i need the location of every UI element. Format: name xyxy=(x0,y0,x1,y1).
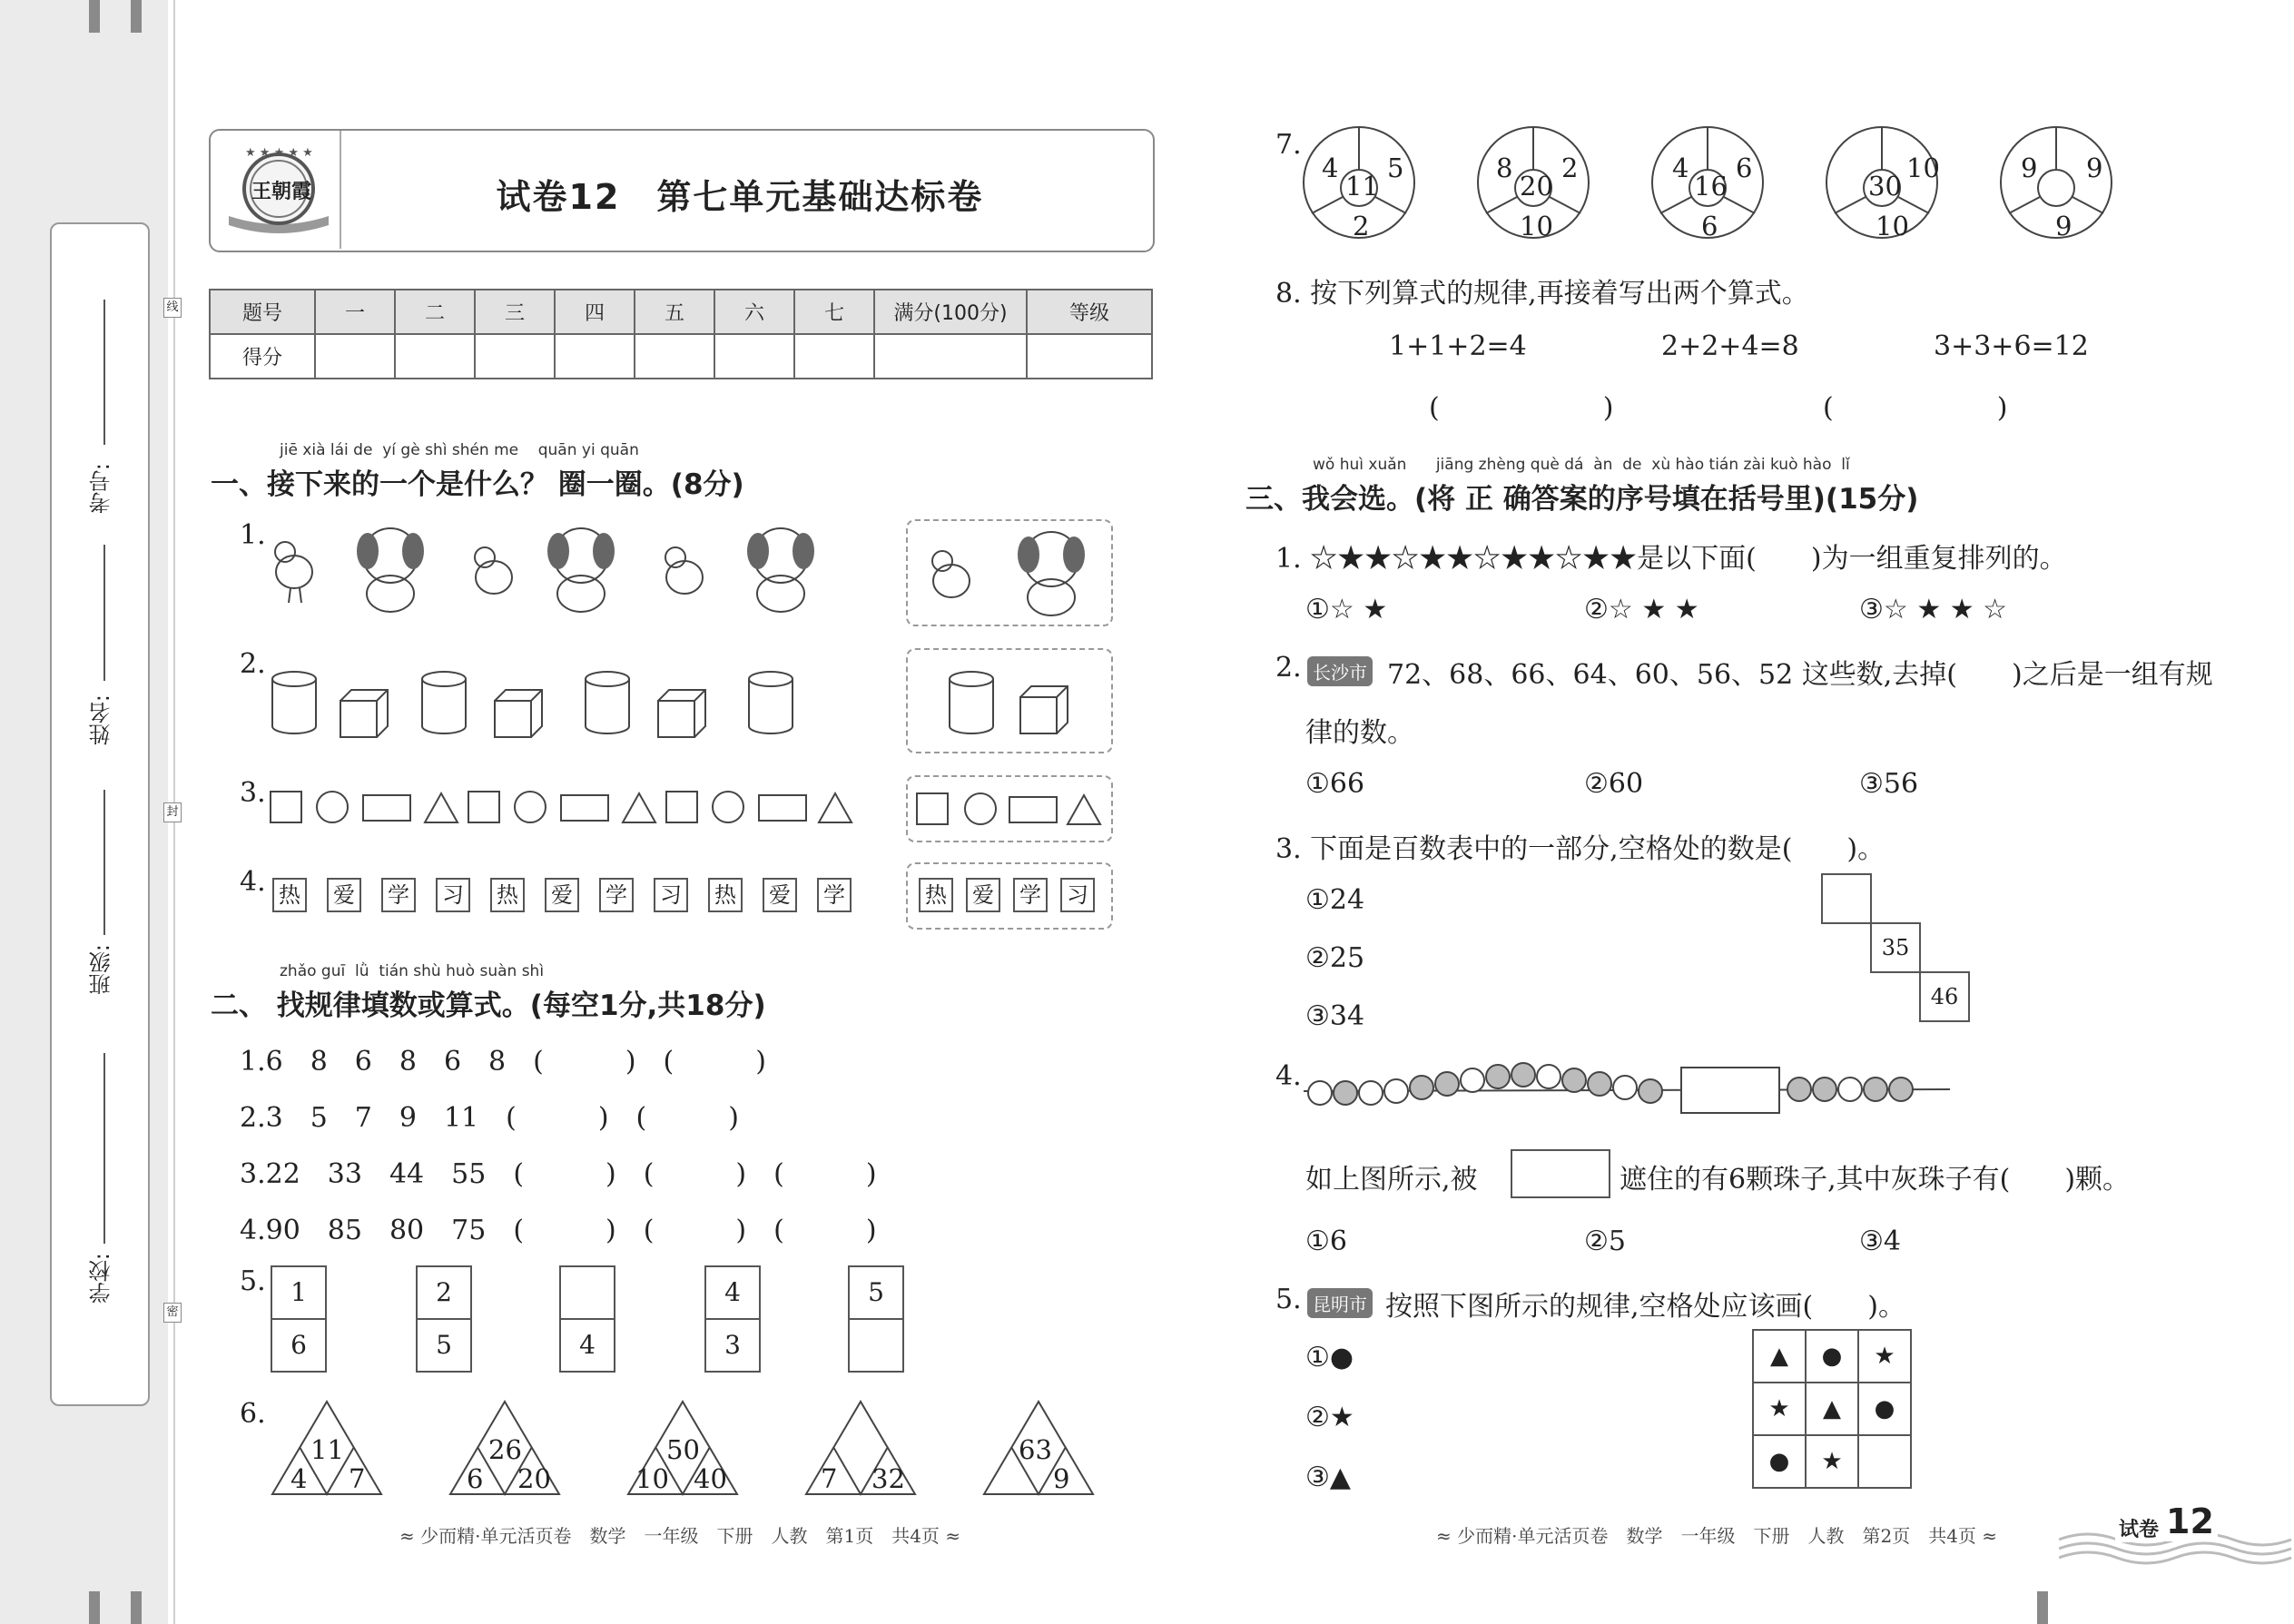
triangle-icon xyxy=(623,793,655,822)
circle-left: 4 xyxy=(1672,153,1689,183)
circle-bottom: 10 xyxy=(1520,211,1553,241)
section-title: 三、我会选。(将 正 确答案的序号填在括号里)(15分) xyxy=(1245,483,1919,516)
question-number: 3. xyxy=(240,777,266,809)
bead-icon xyxy=(1864,1078,1887,1101)
square-icon xyxy=(468,792,499,822)
table-header-cell: 六 xyxy=(714,290,794,334)
score-cell[interactable] xyxy=(714,334,794,379)
cylinder-icon xyxy=(422,672,466,733)
answer-choices-box[interactable] xyxy=(906,519,1113,626)
chick-icon xyxy=(665,547,703,594)
bead-icon xyxy=(1410,1076,1433,1099)
option[interactable]: ③56 xyxy=(1859,768,1919,800)
circle-icon xyxy=(515,792,546,822)
number-box[interactable]: 5 xyxy=(848,1265,904,1320)
puppy-icon xyxy=(747,528,814,612)
puppy-icon xyxy=(357,528,424,612)
grid-cell: ▲ xyxy=(1752,1329,1807,1383)
option[interactable]: ③☆ ★ ★ ☆ xyxy=(1859,594,2008,625)
question-3[interactable]: 3.22 33 44 55 ( ) ( ) ( ) xyxy=(240,1158,877,1190)
circle-left: 8 xyxy=(1496,153,1513,183)
circle-right: 2 xyxy=(1561,153,1579,183)
circle-center: 16 xyxy=(1694,171,1728,202)
puppy-icon xyxy=(1018,532,1085,615)
triangle-right: 20 xyxy=(517,1463,551,1494)
question-1: 1. ☆★★☆★★☆★★☆★★是以下面( )为一组重复排列的。 xyxy=(1275,543,2067,575)
question-5: 按照下图所示的规律,空格处应该画( )。 xyxy=(1385,1291,1905,1323)
triangle-right: 9 xyxy=(1053,1463,1070,1494)
cube-icon xyxy=(495,690,542,737)
rectangle-icon xyxy=(1009,797,1057,822)
paper-number: 12 xyxy=(2162,1501,2218,1541)
score-cell[interactable] xyxy=(555,334,635,379)
answer-blank[interactable]: ( ) xyxy=(1429,392,1614,424)
cut-mark: 封 xyxy=(163,802,182,822)
number-box[interactable] xyxy=(848,1318,904,1373)
grid-cell: ▲ xyxy=(1805,1382,1859,1436)
circle-icon xyxy=(713,792,743,822)
option[interactable]: ②5 xyxy=(1584,1225,1626,1257)
bead-icon xyxy=(1787,1078,1811,1101)
score-cell[interactable] xyxy=(874,334,1027,379)
bead-icon xyxy=(1838,1078,1862,1101)
circle-center: 11 xyxy=(1345,171,1379,202)
table-header-cell: 等级 xyxy=(1027,290,1152,334)
triangle-right: 32 xyxy=(871,1463,905,1494)
chick-puppy-choices xyxy=(908,521,1111,625)
blank-cell[interactable] xyxy=(1857,1434,1912,1489)
question-8: 8. 按下列算式的规律,再接着写出两个算式。 xyxy=(1275,278,1809,310)
question-number: 4. xyxy=(1275,1060,1302,1092)
char-box: 爱 xyxy=(545,878,579,912)
name-label: 姓名: xyxy=(89,694,114,746)
rectangle-icon xyxy=(363,795,410,821)
char-box: 爱 xyxy=(763,878,797,912)
circle-right: 9 xyxy=(2086,153,2103,183)
bead-icon xyxy=(1511,1063,1535,1087)
circle-bottom: 2 xyxy=(1353,211,1370,241)
answer-blank[interactable]: ( ) xyxy=(1823,392,2008,424)
question-2[interactable]: 2.3 5 7 9 11 ( ) ( ) xyxy=(240,1102,739,1134)
circle-bottom: 6 xyxy=(1701,211,1718,241)
question-number: 6. xyxy=(240,1398,266,1430)
bead-string xyxy=(1304,1053,1957,1117)
score-cell[interactable] xyxy=(315,334,395,379)
bead-icon xyxy=(1813,1078,1836,1101)
cover-box xyxy=(1511,1149,1610,1198)
circle-right: 6 xyxy=(1736,153,1753,183)
section-title: 一、接下来的一个是什么？ 圈一圈。(8分) xyxy=(211,468,744,501)
triangle-left: 10 xyxy=(635,1463,669,1494)
cylinder-icon xyxy=(749,672,793,733)
triangle-left: 7 xyxy=(821,1463,838,1494)
grid-cell: ★ xyxy=(1805,1434,1859,1489)
equation: 3+3+6=12 xyxy=(1934,330,2089,362)
score-cell[interactable] xyxy=(475,334,555,379)
square-icon xyxy=(271,792,301,822)
id-field[interactable] xyxy=(103,300,105,445)
table-header-cell: 一 xyxy=(315,290,395,334)
table-header-cell: 二 xyxy=(395,290,475,334)
number-box[interactable]: 6 xyxy=(271,1318,327,1373)
option[interactable]: ②☆ ★ ★ xyxy=(1584,594,1699,625)
char-box: 热 xyxy=(919,878,953,912)
option[interactable]: ①☆ ★ xyxy=(1305,594,1388,625)
triangle-top: 50 xyxy=(666,1434,700,1465)
option[interactable]: ③▲ xyxy=(1305,1462,1351,1493)
id-label: 考号: xyxy=(89,463,114,515)
question-4: 如上图所示,被 xyxy=(1305,1164,1478,1196)
cover-box xyxy=(1681,1068,1779,1113)
logo-text: 王朝霞 xyxy=(251,180,312,203)
circle-left: 4 xyxy=(1322,153,1339,183)
question-number: 2. xyxy=(1275,652,1302,684)
cut-mark: 密 xyxy=(163,1303,182,1323)
bead-icon xyxy=(1889,1078,1913,1101)
bead-icon xyxy=(1461,1068,1484,1092)
char-box: 习 xyxy=(654,878,688,912)
pinyin: zhǎo guī lǜ tián shù huò suàn shì xyxy=(280,962,545,980)
square-icon xyxy=(917,793,948,824)
bead-icon xyxy=(1486,1065,1510,1088)
score-cell[interactable] xyxy=(794,334,874,379)
name-field[interactable] xyxy=(103,545,105,681)
grid-cell: ★ xyxy=(1857,1329,1912,1383)
bead-icon xyxy=(1537,1065,1561,1088)
number-box[interactable]: 4 xyxy=(559,1318,615,1373)
binding-tick xyxy=(89,0,100,33)
number-cell: 46 xyxy=(1919,971,1970,1022)
binding-tick xyxy=(131,1591,142,1624)
table-header-cell: 五 xyxy=(635,290,714,334)
char-box: 学 xyxy=(817,878,852,912)
question-number: 5. xyxy=(1275,1284,1302,1315)
table-header-cell: 四 xyxy=(555,290,635,334)
region-tag: 长沙市 xyxy=(1307,656,1373,686)
question-number: 1. xyxy=(240,519,266,551)
puppy-icon xyxy=(547,528,615,612)
question-4[interactable]: 4.90 85 80 75 ( ) ( ) ( ) xyxy=(240,1215,877,1246)
option[interactable]: ③34 xyxy=(1305,1000,1365,1032)
school-label: 学校: xyxy=(89,1253,114,1304)
question-number: 5. xyxy=(240,1265,266,1297)
number-box[interactable]: 1 xyxy=(271,1265,327,1320)
triangle-icon xyxy=(1068,795,1100,824)
question-number: 7. xyxy=(1275,129,1302,161)
bead-icon xyxy=(1613,1076,1637,1099)
svg-text:★ ★ ★ ★ ★: ★ ★ ★ ★ ★ xyxy=(245,146,313,160)
question-1[interactable]: 1.6 8 6 8 6 8 ( ) ( ) xyxy=(240,1046,766,1078)
question-3: 3. 下面是百数表中的一部分,空格处的数是( )。 xyxy=(1275,833,1885,865)
table-row-label: 得分 xyxy=(210,334,315,379)
option[interactable]: ③4 xyxy=(1859,1225,1901,1257)
table-header-cell: 满分(100分) xyxy=(874,290,1027,334)
binding-tick xyxy=(89,1591,100,1624)
char-box: 习 xyxy=(436,878,470,912)
option[interactable]: ①24 xyxy=(1305,884,1365,916)
triangle-icon xyxy=(425,793,458,822)
triangle-left: 6 xyxy=(467,1463,484,1494)
square-icon xyxy=(666,792,697,822)
char-box: 热 xyxy=(490,878,525,912)
option[interactable]: ②25 xyxy=(1305,942,1365,974)
bead-icon xyxy=(1562,1068,1586,1092)
page-title: 试卷12 第七单元基础达标卷 xyxy=(496,177,984,217)
cylinder-icon xyxy=(272,672,316,733)
cylinder-icon xyxy=(586,672,629,733)
cylinder-icon xyxy=(950,672,993,733)
char-box: 爱 xyxy=(327,878,361,912)
question-number: 4. xyxy=(240,866,266,898)
circle-bottom: 9 xyxy=(2055,211,2072,241)
option[interactable]: ②60 xyxy=(1584,768,1644,800)
chick-icon xyxy=(275,542,312,603)
footer-left: ≈ 少而精·单元活页卷 数学 一年级 下册 人教 第1页 共4页 ≈ xyxy=(399,1525,961,1547)
bead-icon xyxy=(1308,1081,1332,1105)
cube-icon xyxy=(1020,686,1068,733)
pinyin: wǒ huì xuǎn jiāng zhèng què dá àn de xù hào tián zài kuò hào lǐ xyxy=(1313,456,1850,474)
circle-center: 30 xyxy=(1868,171,1902,202)
region-tag: 昆明市 xyxy=(1307,1288,1373,1318)
circle-icon xyxy=(317,792,348,822)
cylinder-cube-sequence xyxy=(263,663,826,744)
circle-left: 9 xyxy=(2021,153,2038,183)
chick-icon xyxy=(475,547,512,594)
cylinder-cube-choices xyxy=(908,650,1111,752)
logo xyxy=(227,143,330,234)
triangle-top: 11 xyxy=(310,1434,344,1465)
table-header-cell: 七 xyxy=(794,290,874,334)
char-box: 热 xyxy=(272,878,307,912)
circle-right: 5 xyxy=(1387,153,1404,183)
binding-tick xyxy=(131,0,142,33)
circle-right: 10 xyxy=(1906,153,1940,183)
grid-cell: ● xyxy=(1805,1329,1859,1383)
blank-cell[interactable] xyxy=(1821,873,1872,924)
grid-cell: ★ xyxy=(1752,1382,1807,1436)
question-4-cont: 遮住的有6颗珠子,其中灰珠子有( )颗。 xyxy=(1620,1164,2131,1196)
pinyin: jiē xià lái de yí gè shì shén me quān yi quān xyxy=(280,441,639,459)
number-cell: 35 xyxy=(1870,922,1921,973)
triangle-top: 63 xyxy=(1019,1434,1052,1465)
cut-mark: 线 xyxy=(163,298,182,318)
circle-icon xyxy=(965,793,996,824)
triangle-right: 40 xyxy=(694,1463,727,1494)
bead-icon xyxy=(1359,1081,1383,1105)
bead-icon xyxy=(1639,1079,1662,1103)
score-cell[interactable] xyxy=(395,334,475,379)
question-2: 72、68、66、64、60、56、52 这些数,去掉( )之后是一组有规 xyxy=(1387,659,2213,691)
char-box: 学 xyxy=(381,878,416,912)
rectangle-icon xyxy=(759,795,806,821)
question-number: 2. xyxy=(240,648,266,680)
option[interactable]: ①66 xyxy=(1305,768,1365,800)
paper-label: 试卷 xyxy=(2115,1514,2162,1542)
bead-icon xyxy=(1334,1081,1357,1105)
class-field[interactable] xyxy=(103,790,105,935)
option[interactable]: ①● xyxy=(1305,1342,1354,1373)
option[interactable]: ②★ xyxy=(1305,1402,1354,1433)
shape-choices xyxy=(908,777,1111,841)
char-box: 习 xyxy=(1060,878,1095,912)
grid-cell: ● xyxy=(1857,1382,1912,1436)
triangle-left: 4 xyxy=(290,1463,308,1494)
shape-sequence xyxy=(269,788,859,828)
char-box: 学 xyxy=(599,878,634,912)
school-field[interactable] xyxy=(103,1053,105,1244)
question-2-cont: 律的数。 xyxy=(1305,717,1414,749)
equation: 1+1+2=4 xyxy=(1389,330,1527,362)
table-header-cell: 题号 xyxy=(210,290,315,334)
number-box[interactable]: 5 xyxy=(416,1318,472,1373)
number-box[interactable]: 3 xyxy=(704,1318,761,1373)
score-cell[interactable] xyxy=(635,334,714,379)
chick-icon xyxy=(932,551,970,597)
triangle-right: 7 xyxy=(349,1463,366,1494)
class-label: 班级: xyxy=(89,944,114,996)
number-box[interactable] xyxy=(559,1265,615,1320)
score-table xyxy=(209,289,1153,379)
number-box[interactable]: 2 xyxy=(416,1265,472,1320)
number-box[interactable]: 4 xyxy=(704,1265,761,1320)
grid-cell: ● xyxy=(1752,1434,1807,1489)
triangle-icon xyxy=(819,793,852,822)
section-title: 二、 找规律填数或算式。(每空1分,共18分) xyxy=(211,989,766,1022)
rectangle-icon xyxy=(561,795,608,821)
bead-icon xyxy=(1588,1072,1611,1096)
char-box: 爱 xyxy=(966,878,1000,912)
char-box: 学 xyxy=(1013,878,1048,912)
divider xyxy=(340,131,341,249)
circle-center: 20 xyxy=(1520,171,1553,202)
cube-icon xyxy=(658,690,705,737)
answer-choices-box[interactable] xyxy=(906,648,1113,753)
char-box: 热 xyxy=(708,878,743,912)
triangle-top: 26 xyxy=(488,1434,522,1465)
student-info-card xyxy=(50,222,150,1406)
binding-tick xyxy=(2037,1591,2048,1624)
option[interactable]: ①6 xyxy=(1305,1225,1347,1257)
table-header-cell: 三 xyxy=(475,290,555,334)
cube-icon xyxy=(340,690,388,737)
circle-bottom: 10 xyxy=(1876,211,1909,241)
score-cell[interactable] xyxy=(1027,334,1152,379)
bead-icon xyxy=(1435,1072,1459,1096)
equation: 2+2+4=8 xyxy=(1661,330,1799,362)
answer-choices-box[interactable] xyxy=(906,862,1113,930)
footer-right: ≈ 少而精·单元活页卷 数学 一年级 下册 人教 第2页 共4页 ≈ xyxy=(1436,1525,1998,1547)
bead-icon xyxy=(1384,1079,1408,1103)
answer-choices-box[interactable] xyxy=(906,775,1113,842)
